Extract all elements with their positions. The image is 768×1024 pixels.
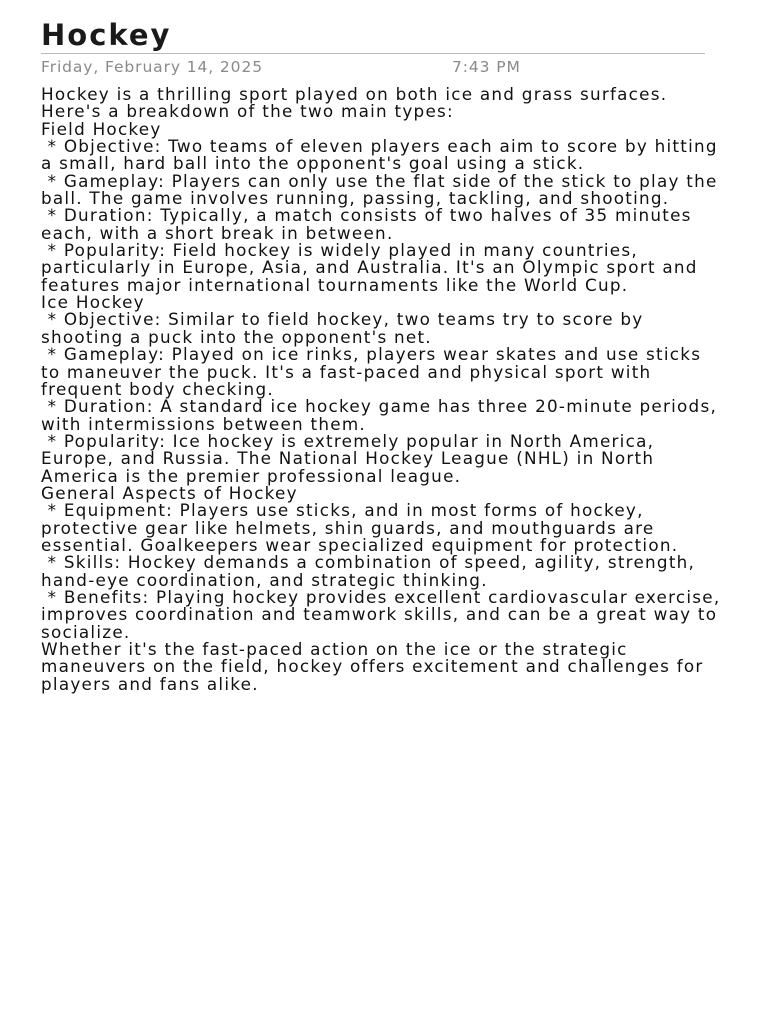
note-title[interactable]: Hockey: [41, 18, 172, 52]
list-item: * Skills: Hockey demands a combination of speed, agility, strength, hand-eye coordination, and strategic thinking.: [41, 552, 702, 590]
section-heading-general-aspects: General Aspects of Hockey: [41, 482, 298, 503]
list-item: * Gameplay: Players can only use the flat side of the stick to play the ball. The game involves running, passing, tackling, and shooting.: [41, 170, 725, 209]
section-heading-ice-hockey: Ice Hockey: [41, 292, 145, 313]
note-metadata: [41, 56, 721, 78]
list-item: * Popularity: Field hockey is widely played in many countries, particularly in Europe, Asia, and Australia. It's an Olympic sport and features major international tournaments like the World Cup.: [41, 240, 705, 295]
section-heading-field-hockey: Field Hockey: [41, 118, 162, 139]
list-item: * Equipment: Players use sticks, and in most forms of hockey, protective gear like helmets, shin guards, and mouthguards are essential. Goalkeepers wear specialized equipment for protection.: [41, 500, 679, 555]
list-item: * Popularity: Ice hockey is extremely popular in North America, Europe, and Russia. The National Hockey League (NHL) in North America is the premier professional league.: [41, 430, 661, 486]
note-time: 7:43 PM: [452, 58, 521, 76]
list-item: * Duration: A standard ice hockey game has three 20-minute periods, with intermissions between them.: [41, 396, 724, 434]
note-page: [41, 16, 728, 694]
note-date: Friday, February 14, 2025: [41, 58, 263, 76]
intro-paragraph: Hockey is a thrilling sport played on both ice and grass surfaces. Here's a breakdown of the two main types:: [41, 84, 674, 122]
list-item: * Duration: Typically, a match consists of two halves of 35 minutes each, with a short break in between.: [41, 205, 699, 243]
note-body[interactable]: [41, 84, 728, 694]
list-item: * Objective: Similar to field hockey, two teams try to score by shooting a puck into the opponent's net.: [41, 309, 651, 347]
closing-paragraph: Whether it's the fast-paced action on the ice or the strategic maneuvers on the field, hockey offers excitement and challenges for players and fans alike.: [41, 639, 711, 694]
list-item: * Objective: Two teams of eleven players each aim to score by hitting a small, hard ball into the opponent's goal using a stick.: [41, 136, 725, 174]
list-item: * Gameplay: Played on ice rinks, players wear skates and use sticks to maneuver the puck. It's a fast-paced and physical sport with frequent body checking.: [41, 344, 708, 399]
list-item: * Benefits: Playing hockey provides excellent cardiovascular exercise, improves coordination and teamwork skills, and can be a great way to socialize.: [41, 586, 728, 642]
